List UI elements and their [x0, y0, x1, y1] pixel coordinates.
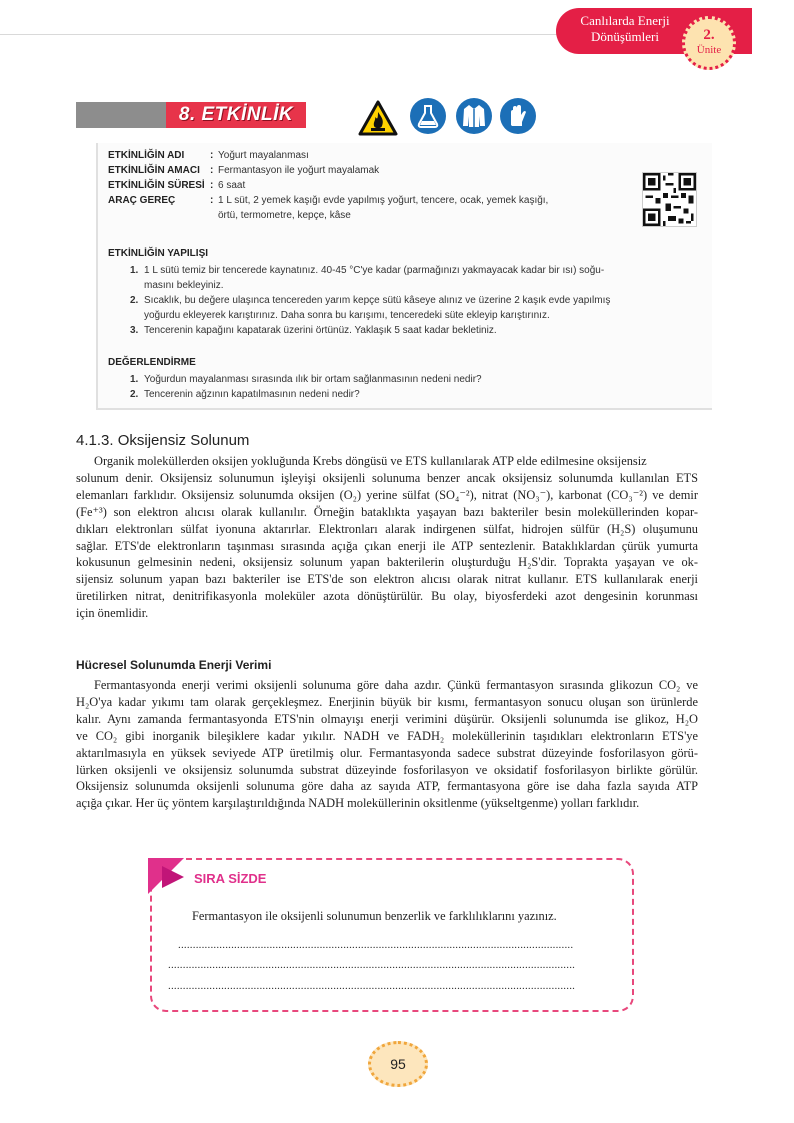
- answer-line[interactable]: ..........................................................................................................................................: [168, 980, 576, 992]
- field-value-materials-2: örtü, termometre, kepçe, kâse: [218, 210, 351, 221]
- procedure-step: [130, 263, 710, 293]
- paragraph-line: Oksijensiz solunumda oksijenli solunuma göre daha az sayıda ATP, fermantasyona göre ise daha fazla sayıda ATP: [76, 779, 698, 794]
- activity-banner-gray: [76, 102, 166, 128]
- evaluation-question: [130, 372, 690, 387]
- evaluation-heading: DEĞERLENDİRME: [108, 357, 196, 368]
- flammable-warning-icon: [358, 100, 398, 136]
- unit-title: [560, 13, 690, 45]
- sira-sizde-question: Fermantasyon ile oksijenli solunumun benzerlik ve farklılıklarını yazınız.: [192, 909, 557, 923]
- paragraph-line: üretilirken nitrat, denitrifikasyonla moleküler azota dönüştürülür. Bu olay, biyosferdeki azot dengesinin korunması: [76, 589, 698, 604]
- step-text-2: yoğurdu ekleyerek karıştırınız. Daha sonra bu karışımı, tenceredeki süte ekleyip karıştırınız.: [144, 310, 550, 321]
- evaluation-question: [130, 387, 690, 402]
- unit-badge: [682, 16, 736, 70]
- field-value-materials: 1 L süt, 2 yemek kaşığı evde yapılmış yoğurt, tencere, ocak, yemek kaşığı,: [218, 195, 549, 206]
- paragraph-line: Fermantasyonda enerji verimi oksijenli solunuma göre daha azdır. Çünkü fermantasyon sırasında glikozun CO₂ ve: [94, 678, 698, 692]
- procedure-steps: [130, 263, 710, 338]
- step-text: Sıcaklık, bu değere ulaşınca tencereden yarım kepçe sütü kâseye alınız ve üzerine 2 kaşık evde yapılmış: [144, 295, 611, 306]
- procedure-step: [130, 293, 710, 323]
- paragraph-line: sijensiz solunum yapan bazı bakteriler ise ETS'de son elektron alıcısı olarak nitrat kullanır. ETS kullanılarak enerji: [76, 572, 698, 587]
- field-value-name: Yoğurt mayalanması: [218, 150, 309, 161]
- unit-title-line2: Dönüşümleri: [591, 29, 659, 44]
- paragraph-line: kokusunun gelmesinin nedeni, oksijensiz solunum yapan bakterilerin oluşturduğu H₂S'dir. Toprakta yaşayan ve ok-: [76, 555, 698, 570]
- section-paragraph-1: [76, 453, 698, 622]
- sira-sizde-title: SIRA SİZDE: [194, 871, 267, 886]
- step-text: 1 L sütü temiz bir tencerede kaynatınız. 40-45 °C'ye kadar (parmağınızı yakmayacak kadar bir ısı) soğu-: [144, 265, 605, 276]
- field-colon: :: [210, 180, 214, 191]
- question-number: 1.: [130, 374, 139, 385]
- lab-coat-icon: [456, 98, 492, 134]
- step-number: 2.: [130, 295, 139, 306]
- unit-word: Ünite: [696, 44, 722, 56]
- paragraph-line: için önemlidir.: [76, 606, 149, 621]
- section-paragraph-2: [76, 677, 698, 812]
- gloves-icon: [500, 98, 536, 134]
- field-colon: :: [210, 150, 214, 161]
- section-heading: 4.1.3. Oksijensiz Solunum: [76, 432, 250, 449]
- qr-code[interactable]: [642, 172, 697, 227]
- field-colon: :: [210, 165, 214, 176]
- paragraph-line: lürken oksijenli ve oksijensiz solunumda substrat düzeyinde fosforilasyon ve oksidatif fosforilasyon birlikte görülür.: [76, 762, 698, 777]
- unit-title-line1: Canlılarda Enerji: [580, 13, 670, 28]
- answer-line[interactable]: ..........................................................................................................................................: [168, 959, 576, 971]
- page-number: 95: [368, 1041, 428, 1087]
- field-label-name: ETKİNLİĞİN ADI: [108, 150, 185, 161]
- field-label-duration: ETKİNLİĞİN SÜRESİ: [108, 180, 205, 191]
- paragraph-line: dıkları elektronları sülfat iyonuna aktarırlar. Elektronları alarak indirgenen sülfat, hidrojen sülfür (H₂S) oluşumunu: [76, 521, 698, 536]
- field-value-duration: 6 saat: [218, 180, 246, 191]
- field-colon: :: [210, 195, 214, 206]
- procedure-heading: ETKİNLİĞİN YAPILIŞI: [108, 248, 209, 259]
- procedure-step: [130, 323, 710, 338]
- step-number: 1.: [130, 265, 139, 276]
- question-text: Yoğurdun mayalanması sırasında ılık bir ortam sağlanmasının nedeni nedir?: [144, 374, 482, 385]
- paragraph-line: sağlar. ETS'de elektronların taşınması sırasında açığa çıkan enerji ile ATP sentezlenir. Bataklıklardan çürük yumurta: [76, 538, 698, 553]
- activity-title: 8. ETKİNLİK: [178, 104, 294, 125]
- header-rule: [0, 34, 570, 35]
- question-text: Tencerenin ağzının kapatılmasının nedeni nedir?: [144, 389, 360, 400]
- paragraph-line: solunum denir. Oksijensiz solunumun işleyişi oksijenli solunuma benzer ancak oksijensiz solunumda kullanılan ETS: [76, 470, 698, 485]
- unit-number: 2.: [703, 27, 715, 43]
- paragraph-line: açığa çıkar. Her üç yöntem karşılaştırıldığında NADH moleküllerinin oksitlenme (yükseltgenme) yolları farklıdır.: [76, 796, 640, 811]
- paragraph-line: H₂O'ya kadar yıkımı tam olarak gerçekleşmez. Enerjinin büyük bir kısmı, fermantasyon sonucu oluşan son ürünlerde: [76, 694, 698, 709]
- activity-fields: [108, 150, 628, 225]
- evaluation-questions: [130, 372, 690, 402]
- step-text-2: masını bekleyiniz.: [144, 280, 224, 291]
- field-label-materials: ARAÇ GEREÇ: [108, 195, 176, 206]
- step-number: 3.: [130, 325, 139, 336]
- step-text: Tencerenin kapağını kapatarak üzerini örtünüz. Yaklaşık 5 saat kadar bekletiniz.: [144, 325, 497, 336]
- paragraph-line: elemanları farklıdır. Oksijensiz solunumda oksijen (O₂) yerine sülfat (SO₄⁻²), nitrat (NO₃⁻), karbonat (CO₃⁻²) ve demir: [76, 487, 698, 502]
- paragraph-line: Organik moleküllerden oksijen yokluğunda Krebs döngüsü ve ETS kullanılarak ATP elde edilmesine oksijensiz: [94, 454, 647, 468]
- subsection-heading: Hücresel Solunumda Enerji Verimi: [76, 658, 272, 672]
- paragraph-line: (Fe⁺³) son elektron alıcısı olarak kullanılır. Örneğin bataklıkta yaşayan bazı bakteriler besin moleküllerinden kopar-: [76, 504, 698, 519]
- paragraph-line: ve CO₂ gibi inorganik bileşiklere kadar yıkılır. NADH ve FADH₂ moleküllerinin taşıdıkları elektronların ETS'ye: [76, 728, 698, 743]
- flask-icon: [410, 98, 446, 134]
- answer-line[interactable]: ......................................................................................................................................: [178, 939, 574, 951]
- field-label-aim: ETKİNLİĞİN AMACI: [108, 165, 200, 176]
- paragraph-line: kalır. Aynı zamanda fermantasyonda ETS'nin olmayışı enerji verimini düşürür. Oksijenli solunumda ise glikoz, H₂O: [76, 711, 698, 726]
- paragraph-line: aktarılmasıyla en yüksek seviyede ATP üretilmiş olur. Fermantasyonda sadece substrat düzeyinde fosforilasyon görü-: [76, 745, 698, 760]
- question-number: 2.: [130, 389, 139, 400]
- field-value-aim: Fermantasyon ile yoğurt mayalamak: [218, 165, 380, 176]
